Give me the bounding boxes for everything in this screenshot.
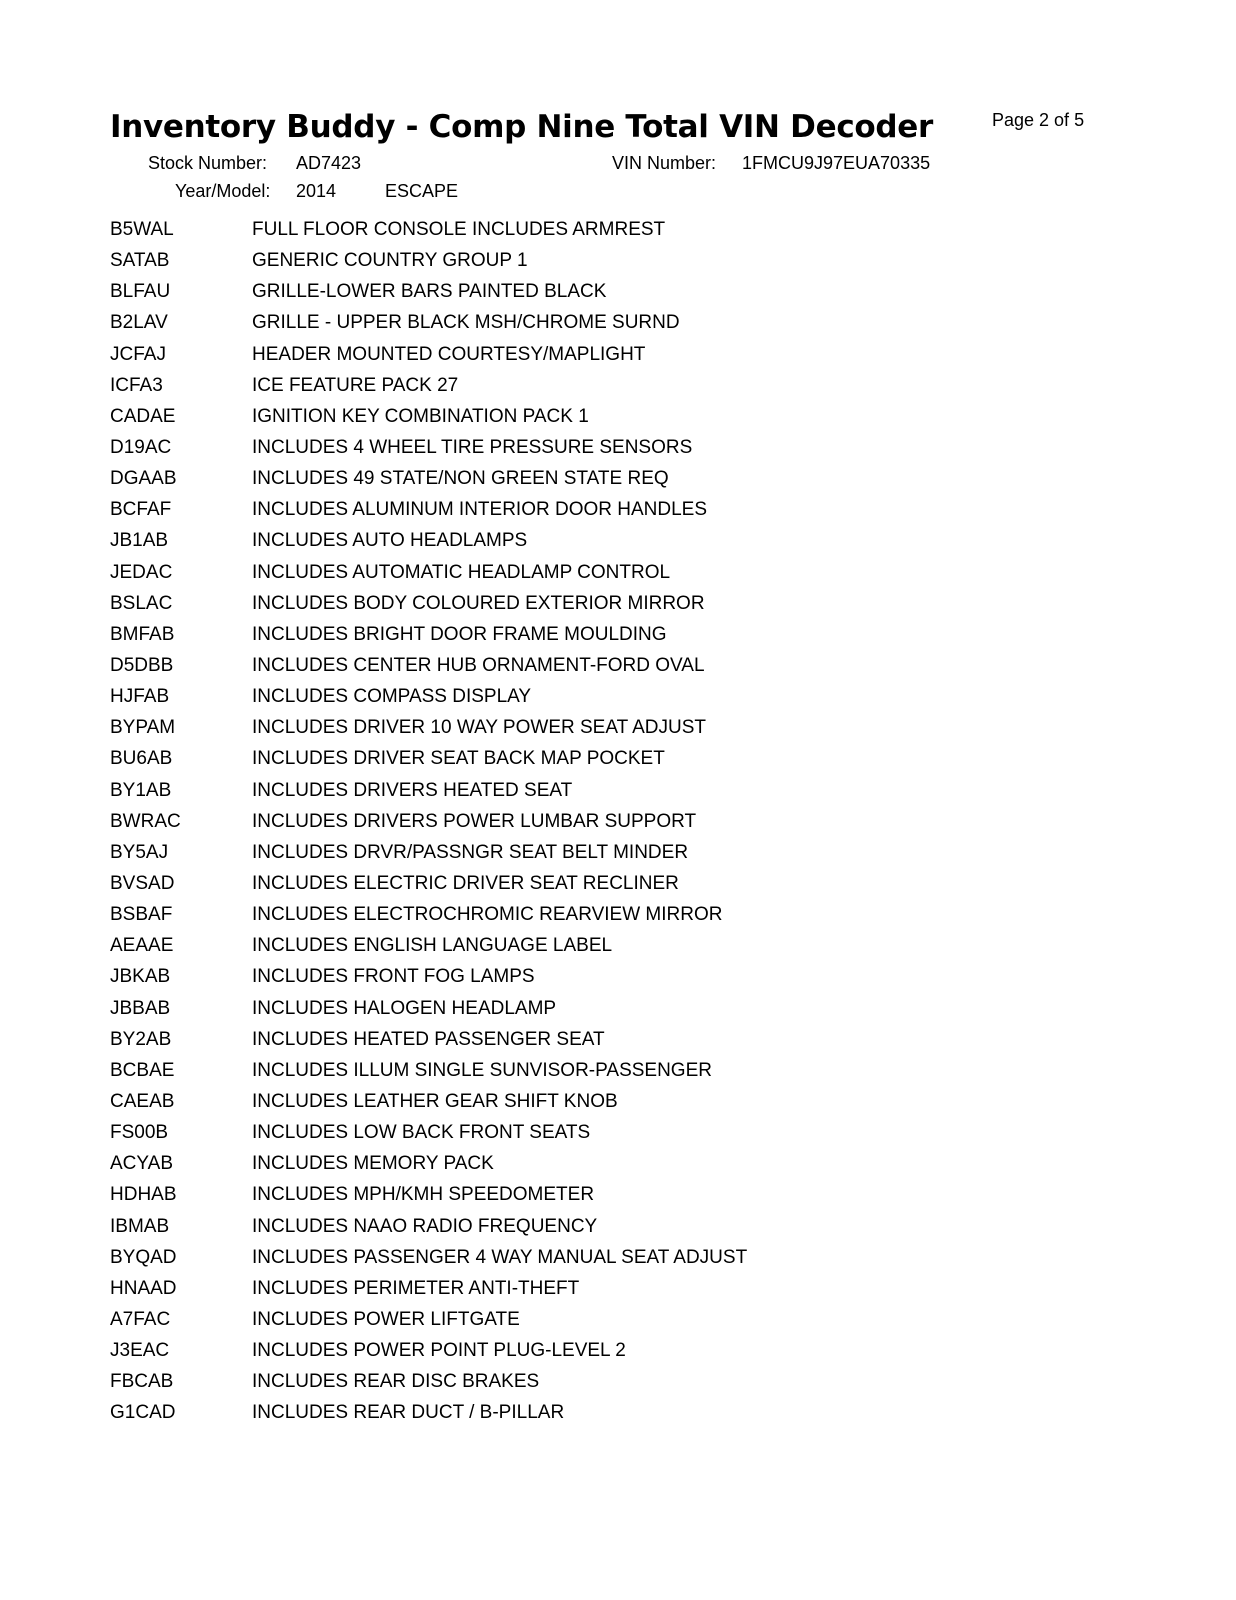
option-row (110, 716, 747, 747)
option-row (110, 623, 747, 654)
option-description: INCLUDES CENTER HUB ORNAMENT-FORD OVAL (252, 654, 705, 676)
option-code: JBKAB (110, 966, 171, 988)
option-description: INCLUDES AUTO HEADLAMPS (252, 530, 528, 552)
option-code: J3EAC (110, 1340, 170, 1362)
option-code: G1CAD (110, 1402, 176, 1424)
option-code: JB1AB (110, 530, 169, 552)
option-row (110, 997, 747, 1028)
option-description: INCLUDES NAAO RADIO FREQUENCY (252, 1215, 598, 1237)
option-code: HDHAB (110, 1184, 177, 1206)
option-row (110, 280, 747, 311)
option-code: FS00B (110, 1122, 169, 1144)
option-description: GRILLE-LOWER BARS PAINTED BLACK (252, 281, 607, 303)
option-code: JEDAC (110, 561, 173, 583)
option-description: INCLUDES ENGLISH LANGUAGE LABEL (252, 935, 613, 957)
option-code: BCFAF (110, 499, 172, 521)
year-value: 2014 (296, 181, 337, 201)
option-description: INCLUDES BRIGHT DOOR FRAME MOULDING (252, 623, 667, 645)
option-description: ICE FEATURE PACK 27 (252, 374, 459, 396)
option-description: INCLUDES PERIMETER ANTI-THEFT (252, 1277, 580, 1299)
option-code: BYPAM (110, 717, 176, 739)
option-row (110, 498, 747, 529)
model-value: ESCAPE (385, 181, 459, 201)
vin-number-label: VIN Number: (612, 153, 717, 173)
option-description: INCLUDES PASSENGER 4 WAY MANUAL SEAT ADJUST (252, 1246, 748, 1268)
document-title: Inventory Buddy - Comp Nine Total VIN Decoder (110, 109, 934, 145)
option-row (110, 1215, 747, 1246)
option-code: CAEAB (110, 1090, 175, 1112)
option-code: IBMAB (110, 1215, 170, 1237)
option-code: HJFAB (110, 686, 170, 708)
option-description: INCLUDES 49 STATE/NON GREEN STATE REQ (252, 468, 669, 490)
option-code: BMFAB (110, 623, 175, 645)
option-code: HNAAD (110, 1277, 177, 1299)
option-row (110, 654, 747, 685)
option-description: FULL FLOOR CONSOLE INCLUDES ARMREST (252, 219, 666, 240)
option-description: INCLUDES ILLUM SINGLE SUNVISOR-PASSENGER (252, 1059, 712, 1081)
option-row (110, 405, 747, 436)
option-code: D5DBB (110, 654, 174, 676)
option-code: B2LAV (110, 312, 168, 334)
option-row (110, 249, 747, 280)
option-code: SATAB (110, 250, 170, 272)
option-code: ICFA3 (110, 374, 163, 396)
option-description: INCLUDES ELECTRIC DRIVER SEAT RECLINER (252, 872, 679, 894)
option-code: A7FAC (110, 1308, 171, 1330)
stock-number-value: AD7423 (296, 153, 362, 173)
option-row (110, 1339, 747, 1370)
option-code: AEAAE (110, 935, 174, 957)
option-row (110, 1308, 747, 1339)
option-description: INCLUDES 4 WHEEL TIRE PRESSURE SENSORS (252, 436, 693, 458)
option-row (110, 311, 747, 342)
option-description: INCLUDES FRONT FOG LAMPS (252, 966, 535, 988)
option-description: INCLUDES DRVR/PASSNGR SEAT BELT MINDER (252, 841, 689, 863)
option-code: BVSAD (110, 872, 175, 894)
option-description: INCLUDES MPH/KMH SPEEDOMETER (252, 1184, 595, 1206)
option-row (110, 1246, 747, 1277)
option-code: BY2AB (110, 1028, 172, 1050)
option-row (110, 1401, 747, 1432)
option-code: BCBAE (110, 1059, 175, 1081)
page-number: Page 2 of 5 (992, 110, 1085, 130)
option-row (110, 779, 747, 810)
option-code: BYQAD (110, 1246, 177, 1268)
option-code: DGAAB (110, 468, 177, 490)
option-code: BLFAU (110, 281, 171, 303)
option-description: INCLUDES DRIVER 10 WAY POWER SEAT ADJUST (252, 717, 706, 739)
option-description: INCLUDES HEATED PASSENGER SEAT (252, 1028, 605, 1050)
option-code: BY5AJ (110, 841, 169, 863)
option-description: INCLUDES REAR DISC BRAKES (252, 1371, 540, 1393)
option-description: INCLUDES ALUMINUM INTERIOR DOOR HANDLES (252, 499, 708, 521)
option-code: D19AC (110, 436, 172, 458)
option-row (110, 374, 747, 405)
option-row (110, 1152, 747, 1183)
option-row (110, 1059, 747, 1090)
option-row (110, 965, 747, 996)
option-description: INCLUDES AUTOMATIC HEADLAMP CONTROL (252, 561, 671, 583)
option-description: GENERIC COUNTRY GROUP 1 (252, 250, 528, 272)
option-description: INCLUDES COMPASS DISPLAY (252, 686, 532, 708)
option-row (110, 1121, 747, 1152)
option-description: INCLUDES LOW BACK FRONT SEATS (252, 1122, 591, 1144)
option-row (110, 903, 747, 934)
option-row (110, 872, 747, 903)
option-code: FBCAB (110, 1371, 174, 1393)
option-description: INCLUDES REAR DUCT / B-PILLAR (252, 1402, 565, 1424)
option-code: ACYAB (110, 1153, 174, 1175)
option-description: INCLUDES BODY COLOURED EXTERIOR MIRROR (252, 592, 705, 614)
option-description: INCLUDES LEATHER GEAR SHIFT KNOB (252, 1090, 618, 1112)
option-row (110, 685, 747, 716)
option-description: INCLUDES DRIVERS POWER LUMBAR SUPPORT (252, 810, 697, 832)
option-row (110, 1028, 747, 1059)
option-description: INCLUDES MEMORY PACK (252, 1153, 494, 1175)
option-code: BU6AB (110, 748, 173, 770)
vin-number-value: 1FMCU9J97EUA70335 (742, 153, 931, 173)
option-row (110, 343, 747, 374)
option-description: INCLUDES POWER LIFTGATE (252, 1308, 520, 1330)
option-code: CADAE (110, 405, 176, 427)
year-model-label: Year/Model: (175, 181, 271, 201)
option-row (110, 592, 747, 623)
option-description: GRILLE - UPPER BLACK MSH/CHROME SURND (252, 312, 680, 334)
option-description: INCLUDES HALOGEN HEADLAMP (252, 997, 557, 1019)
option-row (110, 934, 747, 965)
option-row (110, 467, 747, 498)
option-description: INCLUDES ELECTROCHROMIC REARVIEW MIRROR (252, 904, 723, 926)
option-description: INCLUDES DRIVERS HEATED SEAT (252, 779, 573, 801)
option-code: JBBAB (110, 997, 171, 1019)
option-description: HEADER MOUNTED COURTESY/MAPLIGHT (252, 343, 646, 365)
option-code-list (110, 218, 747, 1432)
option-row (110, 529, 747, 560)
option-code: BWRAC (110, 810, 181, 832)
option-row (110, 747, 747, 778)
option-row (110, 1183, 747, 1214)
option-row (110, 218, 747, 249)
option-row (110, 841, 747, 872)
stock-number-label: Stock Number: (148, 153, 268, 173)
option-row (110, 1277, 747, 1308)
option-row (110, 810, 747, 841)
option-code: BSLAC (110, 592, 173, 614)
option-description: IGNITION KEY COMBINATION PACK 1 (252, 405, 589, 427)
option-row (110, 1090, 747, 1121)
option-row (110, 1370, 747, 1401)
option-description: INCLUDES POWER POINT PLUG-LEVEL 2 (252, 1340, 626, 1362)
option-row (110, 436, 747, 467)
option-code: JCFAJ (110, 343, 166, 365)
option-code: B5WAL (110, 219, 174, 240)
option-row (110, 561, 747, 592)
option-description: INCLUDES DRIVER SEAT BACK MAP POCKET (252, 748, 665, 770)
option-code: BY1AB (110, 779, 172, 801)
option-code: BSBAF (110, 904, 173, 926)
